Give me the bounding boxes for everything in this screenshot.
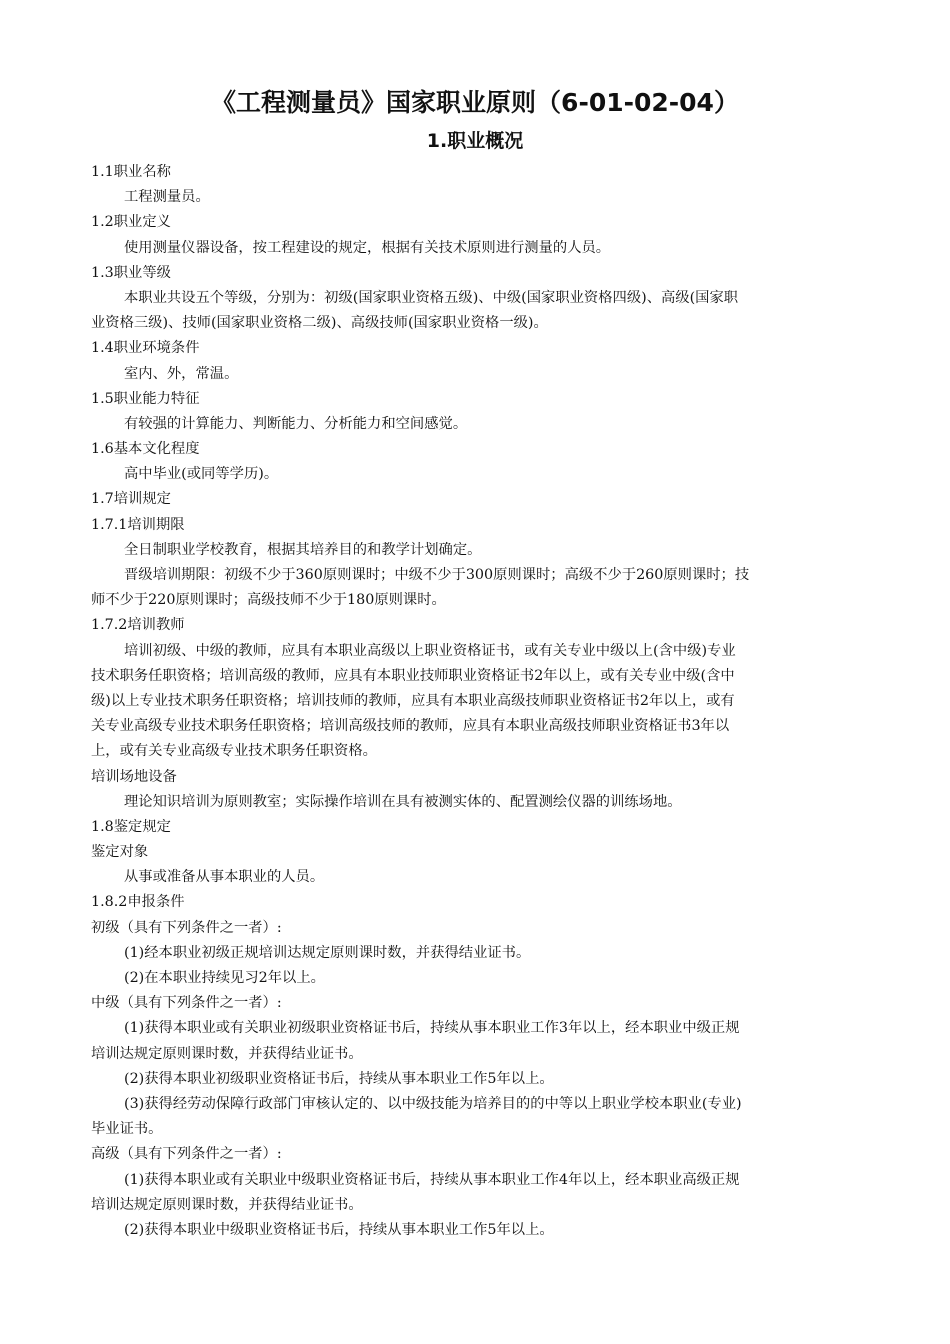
text-line: 1.5职业能力特征 bbox=[91, 390, 200, 407]
text-line: 技术职务任职资格；培训高级的教师，应具有本职业技师职业资格证书2年以上，或有关专业中级(含中 bbox=[91, 667, 735, 684]
text-line: 师不少于220原则课时；高级技师不少于180原则课时。 bbox=[91, 592, 446, 609]
text-line: 培训达规定原则课时数，并获得结业证书。 bbox=[91, 1196, 363, 1213]
text-line: (1)经本职业初级正规培训达规定原则课时数，并获得结业证书。 bbox=[124, 944, 531, 961]
text-line: 培训场地设备 bbox=[91, 768, 177, 785]
text-line: 初级（具有下列条件之一者）: bbox=[91, 919, 282, 936]
text-line: 晋级培训期限：初级不少于360原则课时；中级不少于300原则课时；高级不少于260原则课时；技 bbox=[124, 567, 750, 583]
section-heading: 1.职业概况 bbox=[426, 130, 524, 152]
text-line: 1.7培训规定 bbox=[91, 491, 171, 508]
text-line: 1.7.1培训期限 bbox=[91, 516, 185, 533]
text-line: 从事或准备从事本职业的人员。 bbox=[124, 869, 325, 886]
text-line: (3)获得经劳动保障行政部门审核认定的、以中级技能为培养目的的中等以上职业学校本职业(专业) bbox=[124, 1095, 742, 1112]
text-line: (1)获得本职业或有关职业初级职业资格证书后，持续从事本职业工作3年以上，经本职业中级正规 bbox=[124, 1020, 740, 1037]
text-line: 1.2职业定义 bbox=[91, 214, 171, 231]
text-line: 上，或有关专业高级专业技术职务任职资格。 bbox=[91, 743, 377, 760]
document-body bbox=[91, 160, 859, 1243]
text-line: 1.7.2培训教师 bbox=[91, 617, 185, 634]
text-line: 培训达规定原则课时数，并获得结业证书。 bbox=[91, 1045, 363, 1062]
text-line: 高中毕业(或同等学历)。 bbox=[124, 466, 279, 483]
text-line: 1.6基本文化程度 bbox=[91, 441, 200, 458]
text-line: 1.4职业环境条件 bbox=[91, 340, 200, 357]
text-line: 中级（具有下列条件之一者）: bbox=[91, 995, 282, 1012]
text-line: 室内、外，常温。 bbox=[124, 365, 239, 382]
text-line: 业资格三级)、技师(国家职业资格二级)、高级技师(国家职业资格一级)。 bbox=[91, 315, 548, 332]
text-line: 1.3职业等级 bbox=[91, 264, 171, 281]
text-line: 培训初级、中级的教师，应具有本职业高级以上职业资格证书，或有关专业中级以上(含中级)专业 bbox=[124, 642, 736, 659]
text-line: (2)获得本职业中级职业资格证书后，持续从事本职业工作5年以上。 bbox=[124, 1221, 554, 1238]
text-line: 关专业高级专业技术职务任职资格；培训高级技师的教师，应具有本职业高级技师职业资格证书3年以 bbox=[91, 718, 730, 735]
text-line: 使用测量仪器设备，按工程建设的规定，根据有关技术原则进行测量的人员。 bbox=[124, 239, 611, 256]
text-line: 毕业证书。 bbox=[91, 1121, 163, 1138]
text-line: (1)获得本职业或有关职业中级职业资格证书后，持续从事本职业工作4年以上，经本职业高级正规 bbox=[124, 1171, 740, 1188]
text-line: 工程测量员。 bbox=[124, 189, 210, 206]
text-line: 高级（具有下列条件之一者）: bbox=[91, 1146, 282, 1163]
text-line: (2)获得本职业初级职业资格证书后，持续从事本职业工作5年以上。 bbox=[124, 1070, 554, 1087]
text-line: 级)以上专业技术职务任职资格；培训技师的教师，应具有本职业高级技师职业资格证书2年以上，或有 bbox=[91, 692, 735, 709]
text-line: 1.1职业名称 bbox=[91, 164, 171, 180]
text-line: 1.8.2申报条件 bbox=[91, 894, 185, 911]
document-title: 《工程测量员》国家职业原则（6-01-02-04） bbox=[211, 88, 739, 117]
text-line: (2)在本职业持续见习2年以上。 bbox=[124, 970, 325, 986]
text-line: 理论知识培训为原则教室；实际操作培训在具有被测实体的、配置测绘仪器的训练场地。 bbox=[124, 793, 682, 810]
text-line: 全日制职业学校教育，根据其培养目的和教学计划确定。 bbox=[124, 541, 482, 558]
text-line: 1.8鉴定规定 bbox=[91, 818, 171, 835]
text-line: 本职业共设五个等级，分别为：初级(国家职业资格五级)、中级(国家职业资格四级)、高级(国家职 bbox=[124, 289, 739, 306]
text-line: 鉴定对象 bbox=[91, 844, 149, 861]
text-line: 有较强的计算能力、判断能力、分析能力和空间感觉。 bbox=[124, 415, 468, 432]
